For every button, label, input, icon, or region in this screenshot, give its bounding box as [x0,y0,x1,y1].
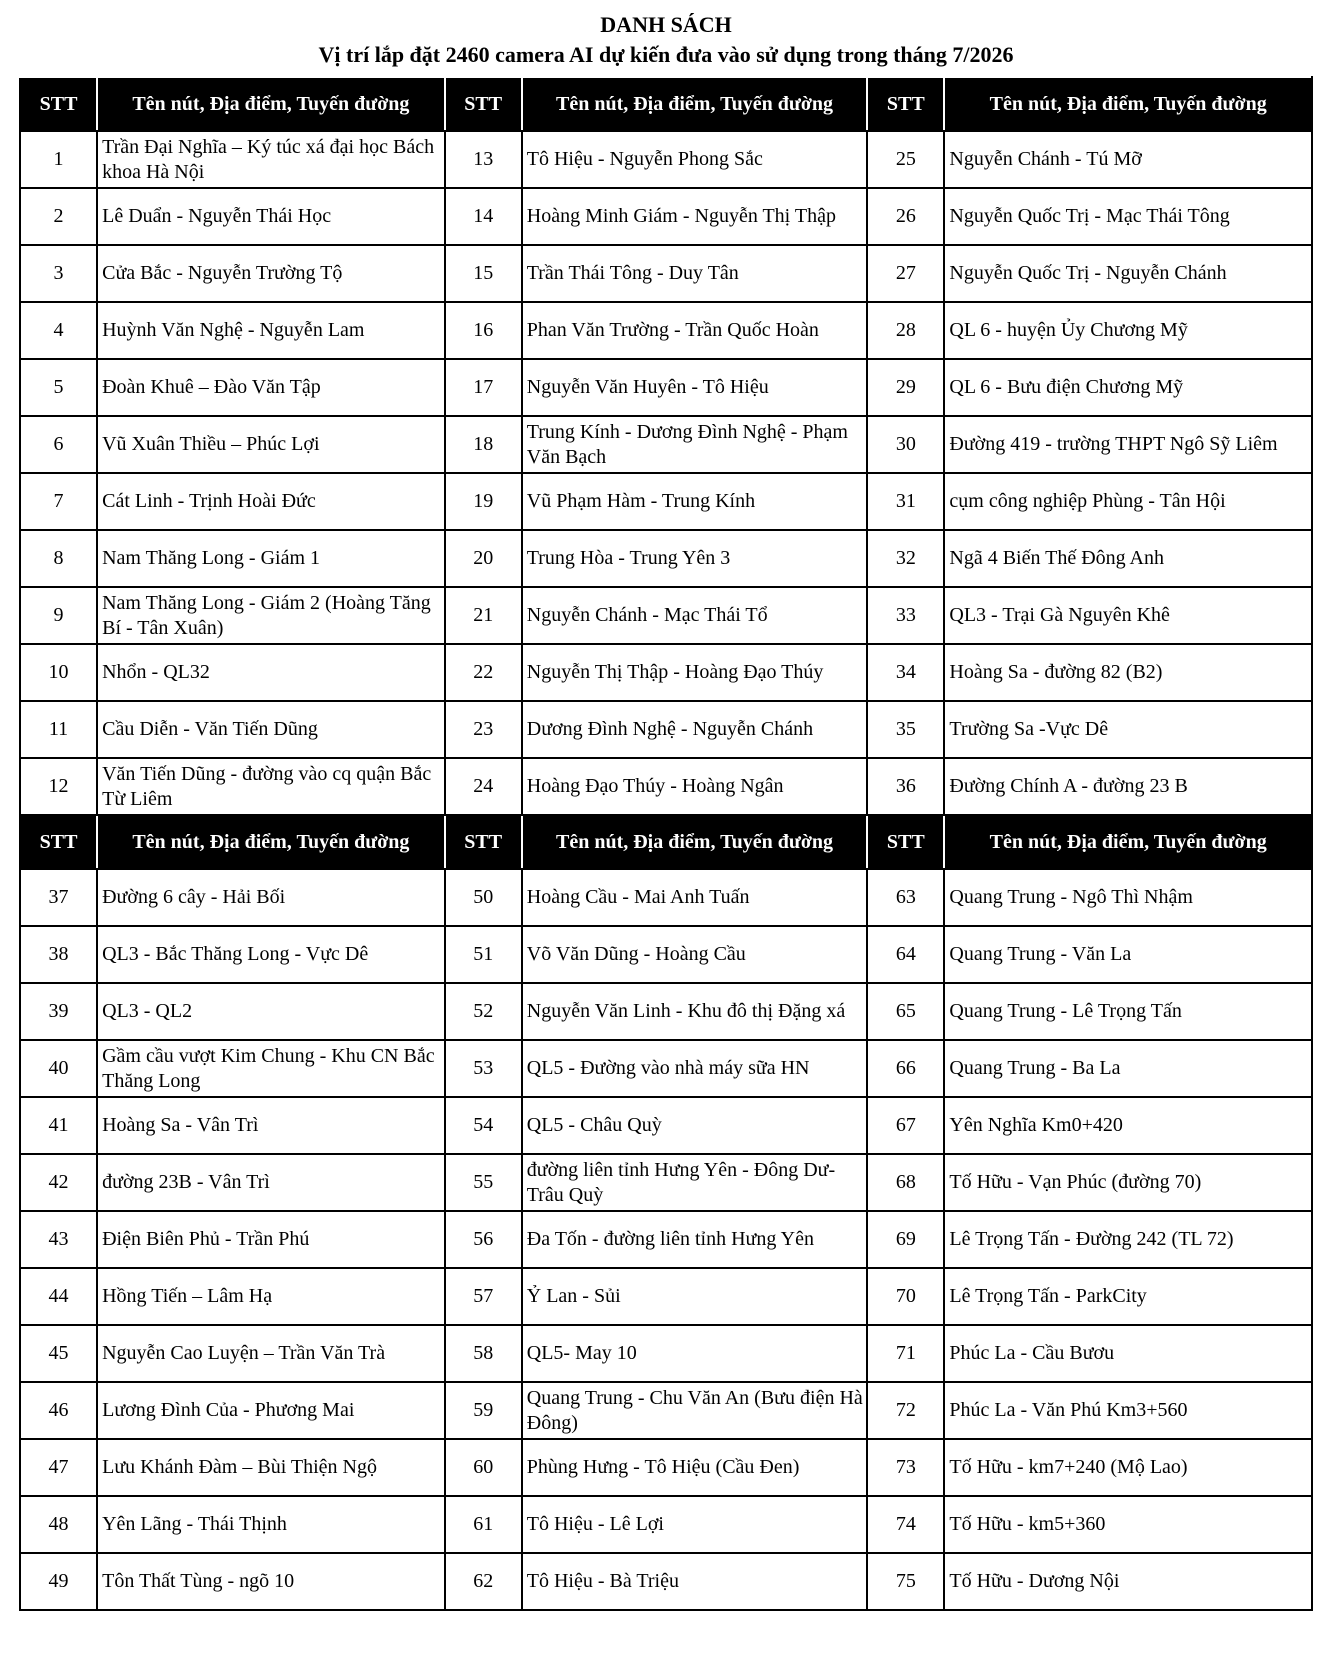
table-row [20,983,1312,1040]
cell-location: Lương Đình Của - Phương Mai [97,1382,445,1439]
cell-location: Gầm cầu vượt Kim Chung - Khu CN Bắc Thăng Long [97,1040,445,1097]
column-header-stt: STT [867,815,944,869]
cell-location: Hồng Tiến – Lâm Hạ [97,1268,445,1325]
cell-location: Quang Trung - Lê Trọng Tấn [944,983,1312,1040]
cell-location: QL5- May 10 [522,1325,868,1382]
cell-stt: 57 [445,1268,522,1325]
cell-stt: 19 [445,473,522,530]
cell-location: Yên Lãng - Thái Thịnh [97,1496,445,1553]
cell-location: Nguyễn Văn Huyên - Tô Hiệu [522,359,868,416]
table-row [20,530,1312,587]
cell-location: Đường 6 cây - Hải Bối [97,869,445,926]
table-row [20,1211,1312,1268]
cell-location: Lê Trọng Tấn - Đường 242 (TL 72) [944,1211,1312,1268]
cell-stt: 48 [20,1496,97,1553]
document-title [0,10,1332,70]
cell-stt: 65 [867,983,944,1040]
cell-stt: 10 [20,644,97,701]
cell-location: Đa Tốn - đường liên tỉnh Hưng Yên [522,1211,868,1268]
table-row [20,701,1312,758]
cell-location: Quang Trung - Ba La [944,1040,1312,1097]
cell-location: Nam Thăng Long - Giám 1 [97,530,445,587]
cell-stt: 50 [445,869,522,926]
cell-stt: 8 [20,530,97,587]
column-header-stt: STT [445,815,522,869]
cell-location: Nguyễn Quốc Trị - Nguyễn Chánh [944,245,1312,302]
cell-stt: 30 [867,416,944,473]
cell-stt: 54 [445,1097,522,1154]
cell-stt: 46 [20,1382,97,1439]
column-header-stt: STT [20,77,97,131]
cell-stt: 68 [867,1154,944,1211]
cell-location: Quang Trung - Văn La [944,926,1312,983]
table-row [20,587,1312,644]
table-header-row [20,77,1312,131]
table-row [20,1325,1312,1382]
cell-location: Ỷ Lan - Sủi [522,1268,868,1325]
cell-stt: 60 [445,1439,522,1496]
cell-location: Ngã 4 Biến Thế Đông Anh [944,530,1312,587]
cell-stt: 14 [445,188,522,245]
cell-stt: 15 [445,245,522,302]
cell-stt: 63 [867,869,944,926]
cell-location: Tố Hữu - km5+360 [944,1496,1312,1553]
cell-location: Tố Hữu - Vạn Phúc (đường 70) [944,1154,1312,1211]
table-row [20,1040,1312,1097]
cell-location: QL 6 - huyện Ủy Chương Mỹ [944,302,1312,359]
table-row [20,302,1312,359]
cell-stt: 3 [20,245,97,302]
cell-location: Lê Duẩn - Nguyễn Thái Học [97,188,445,245]
cell-stt: 45 [20,1325,97,1382]
cell-location: Trần Đại Nghĩa – Ký túc xá đại học Bách khoa Hà Nội [97,131,445,188]
table-body [20,77,1312,1610]
table-row [20,1382,1312,1439]
cell-stt: 43 [20,1211,97,1268]
cell-stt: 67 [867,1097,944,1154]
cell-stt: 38 [20,926,97,983]
cell-location: Nguyễn Văn Linh - Khu đô thị Đặng xá [522,983,868,1040]
table-row [20,245,1312,302]
cell-stt: 61 [445,1496,522,1553]
cell-stt: 9 [20,587,97,644]
cell-stt: 33 [867,587,944,644]
table-row [20,1553,1312,1610]
cell-stt: 42 [20,1154,97,1211]
column-header-stt: STT [867,77,944,131]
cell-location: Trường Sa -Vực Dê [944,701,1312,758]
cell-stt: 70 [867,1268,944,1325]
cell-location: Trung Hòa - Trung Yên 3 [522,530,868,587]
cell-stt: 40 [20,1040,97,1097]
cell-stt: 26 [867,188,944,245]
title-line-2: Vị trí lắp đặt 2460 camera AI dự kiến đưa vào sử dụng trong tháng 7/2026 [318,42,1014,67]
cell-stt: 75 [867,1553,944,1610]
cell-location: Cát Linh - Trịnh Hoài Đức [97,473,445,530]
cell-stt: 56 [445,1211,522,1268]
cell-stt: 66 [867,1040,944,1097]
table-row [20,1496,1312,1553]
cell-location: Quang Trung - Chu Văn An (Bưu điện Hà Đông) [522,1382,868,1439]
cell-stt: 53 [445,1040,522,1097]
cell-stt: 17 [445,359,522,416]
cell-stt: 25 [867,131,944,188]
cell-location: Tô Hiệu - Nguyễn Phong Sắc [522,131,868,188]
cell-stt: 29 [867,359,944,416]
column-header-location: Tên nút, Địa điểm, Tuyến đường [944,815,1312,869]
cell-location: QL5 - Đường vào nhà máy sữa HN [522,1040,868,1097]
column-header-location: Tên nút, Địa điểm, Tuyến đường [97,815,445,869]
cell-location: Vũ Phạm Hàm - Trung Kính [522,473,868,530]
cell-location: Trần Thái Tông - Duy Tân [522,245,868,302]
cell-location: Đường 419 - trường THPT Ngô Sỹ Liêm [944,416,1312,473]
cell-location: đường liên tỉnh Hưng Yên - Đông Dư-Trâu Quỳ [522,1154,868,1211]
cell-stt: 72 [867,1382,944,1439]
column-header-stt: STT [20,815,97,869]
cell-stt: 7 [20,473,97,530]
cell-location: Phúc La - Văn Phú Km3+560 [944,1382,1312,1439]
cell-location: Quang Trung - Ngô Thì Nhậm [944,869,1312,926]
cell-stt: 18 [445,416,522,473]
cell-location: Nguyễn Chánh - Tú Mỡ [944,131,1312,188]
cell-location: Nguyễn Thị Thập - Hoàng Đạo Thúy [522,644,868,701]
cell-location: Tô Hiệu - Bà Triệu [522,1553,868,1610]
title-line-1: DANH SÁCH [600,12,732,37]
cell-stt: 13 [445,131,522,188]
table-row [20,1097,1312,1154]
cell-location: QL3 - QL2 [97,983,445,1040]
column-header-location: Tên nút, Địa điểm, Tuyến đường [522,77,868,131]
cell-location: Cầu Diễn - Văn Tiến Dũng [97,701,445,758]
cell-stt: 2 [20,188,97,245]
cell-location: Nguyễn Chánh - Mạc Thái Tổ [522,587,868,644]
cell-stt: 37 [20,869,97,926]
cell-location: QL3 - Trại Gà Nguyên Khê [944,587,1312,644]
table-row [20,1268,1312,1325]
cell-stt: 11 [20,701,97,758]
cell-stt: 12 [20,758,97,815]
cell-location: Phan Văn Trường - Trần Quốc Hoàn [522,302,868,359]
cell-stt: 32 [867,530,944,587]
cell-location: Hoàng Minh Giám - Nguyễn Thị Thập [522,188,868,245]
table-row [20,1439,1312,1496]
cell-location: Vũ Xuân Thiều – Phúc Lợi [97,416,445,473]
cell-stt: 64 [867,926,944,983]
cell-stt: 69 [867,1211,944,1268]
cell-location: Hoàng Đạo Thúy - Hoàng Ngân [522,758,868,815]
cell-location: Nam Thăng Long - Giám 2 (Hoàng Tăng Bí - Tân Xuân) [97,587,445,644]
cell-location: Phúc La - Cầu Bươu [944,1325,1312,1382]
camera-location-table [19,76,1313,1611]
cell-location: Lê Trọng Tấn - ParkCity [944,1268,1312,1325]
cell-location: Trung Kính - Dương Đình Nghệ - Phạm Văn Bạch [522,416,868,473]
cell-location: Đường Chính A - đường 23 B [944,758,1312,815]
cell-location: QL 6 - Bưu điện Chương Mỹ [944,359,1312,416]
cell-location: Tố Hữu - km7+240 (Mộ Lao) [944,1439,1312,1496]
table-row [20,188,1312,245]
cell-stt: 20 [445,530,522,587]
cell-stt: 62 [445,1553,522,1610]
cell-location: QL3 - Bắc Thăng Long - Vực Dê [97,926,445,983]
cell-location: Văn Tiến Dũng - đường vào cq quận Bắc Từ Liêm [97,758,445,815]
cell-stt: 74 [867,1496,944,1553]
cell-stt: 5 [20,359,97,416]
cell-stt: 44 [20,1268,97,1325]
cell-location: Tôn Thất Tùng - ngõ 10 [97,1553,445,1610]
cell-stt: 59 [445,1382,522,1439]
table-row [20,473,1312,530]
cell-stt: 6 [20,416,97,473]
column-header-location: Tên nút, Địa điểm, Tuyến đường [944,77,1312,131]
cell-stt: 24 [445,758,522,815]
cell-stt: 31 [867,473,944,530]
cell-location: Võ Văn Dũng - Hoàng Cầu [522,926,868,983]
cell-location: Phùng Hưng - Tô Hiệu (Cầu Đen) [522,1439,868,1496]
cell-location: QL5 - Châu Quỳ [522,1097,868,1154]
table-row [20,359,1312,416]
table-row [20,758,1312,815]
cell-location: Nguyễn Quốc Trị - Mạc Thái Tông [944,188,1312,245]
cell-stt: 39 [20,983,97,1040]
cell-stt: 35 [867,701,944,758]
cell-location: Hoàng Cầu - Mai Anh Tuấn [522,869,868,926]
cell-stt: 22 [445,644,522,701]
cell-location: đường 23B - Vân Trì [97,1154,445,1211]
cell-stt: 36 [867,758,944,815]
cell-location: Yên Nghĩa Km0+420 [944,1097,1312,1154]
cell-location: Nguyễn Cao Luyện – Trần Văn Trà [97,1325,445,1382]
table-row [20,869,1312,926]
table-row [20,416,1312,473]
cell-location: Lưu Khánh Đàm – Bùi Thiện Ngộ [97,1439,445,1496]
cell-location: Hoàng Sa - Vân Trì [97,1097,445,1154]
cell-stt: 52 [445,983,522,1040]
cell-stt: 41 [20,1097,97,1154]
cell-location: Cửa Bắc - Nguyễn Trường Tộ [97,245,445,302]
cell-stt: 47 [20,1439,97,1496]
cell-location: Hoàng Sa - đường 82 (B2) [944,644,1312,701]
cell-stt: 1 [20,131,97,188]
column-header-stt: STT [445,77,522,131]
table-header-row [20,815,1312,869]
cell-stt: 16 [445,302,522,359]
cell-stt: 28 [867,302,944,359]
cell-stt: 27 [867,245,944,302]
table-row [20,1154,1312,1211]
cell-location: Tố Hữu - Dương Nội [944,1553,1312,1610]
cell-stt: 55 [445,1154,522,1211]
table-row [20,926,1312,983]
table-row [20,644,1312,701]
cell-stt: 34 [867,644,944,701]
cell-stt: 21 [445,587,522,644]
cell-stt: 51 [445,926,522,983]
cell-location: cụm công nghiệp Phùng - Tân Hội [944,473,1312,530]
cell-location: Huỳnh Văn Nghệ - Nguyễn Lam [97,302,445,359]
cell-stt: 4 [20,302,97,359]
table-row [20,131,1312,188]
column-header-location: Tên nút, Địa điểm, Tuyến đường [97,77,445,131]
cell-stt: 58 [445,1325,522,1382]
cell-location: Dương Đình Nghệ - Nguyễn Chánh [522,701,868,758]
cell-stt: 23 [445,701,522,758]
cell-stt: 71 [867,1325,944,1382]
cell-location: Nhổn - QL32 [97,644,445,701]
cell-stt: 73 [867,1439,944,1496]
column-header-location: Tên nút, Địa điểm, Tuyến đường [522,815,868,869]
cell-location: Điện Biên Phủ - Trần Phú [97,1211,445,1268]
cell-location: Đoàn Khuê – Đào Văn Tập [97,359,445,416]
cell-location: Tô Hiệu - Lê Lợi [522,1496,868,1553]
cell-stt: 49 [20,1553,97,1610]
